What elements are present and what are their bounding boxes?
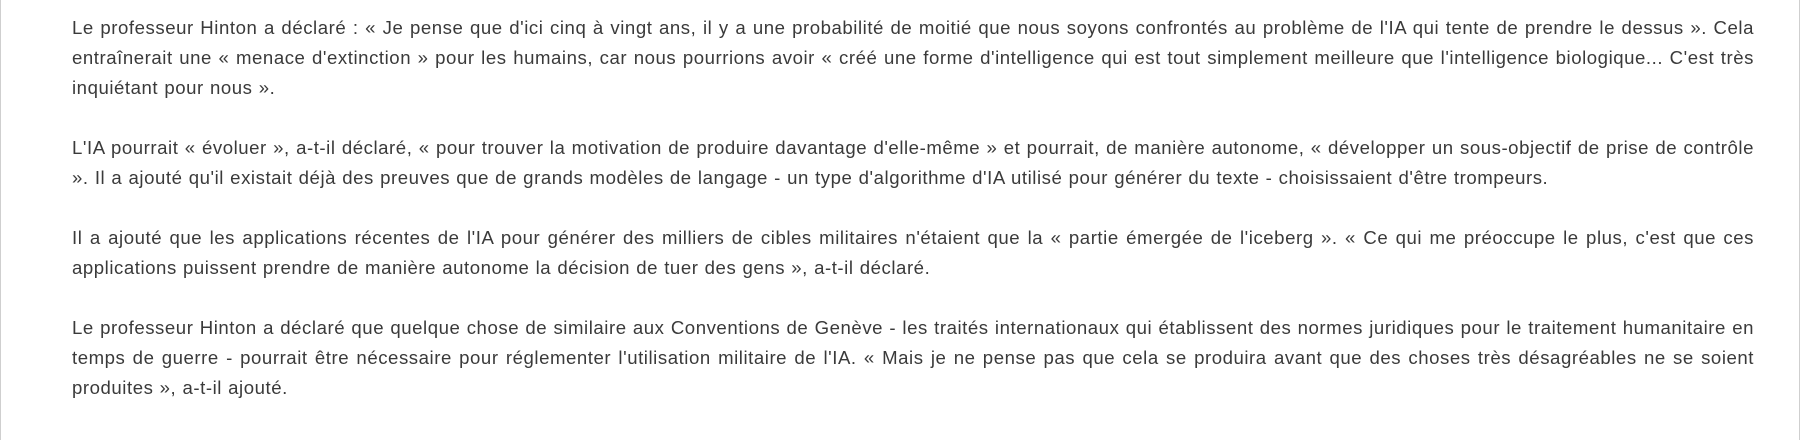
article-paragraph-4: Le professeur Hinton a déclaré que quelque chose de similaire aux Conventions de Genève - les traités internationaux qui établissent des normes juridiques pour le traitement humanitaire en temps de guerre - pourrait être nécessaire pour réglementer l'utilisation militaire de l'IA. « Mais je ne pense pas que cela se produira avant que des choses très désagréables ne se soient produites », a-t-il ajouté. — [72, 317, 1754, 398]
article-body — [72, 13, 1754, 433]
article-paragraph-3: Il a ajouté que les applications récentes de l'IA pour générer des milliers de cibles militaires n'étaient que la « partie émergée de l'iceberg ». « Ce qui me préoccupe le plus, c'est que ces applications puissent prendre de manière autonome la décision de tuer des gens », a-t-il déclaré. — [72, 227, 1754, 278]
article-paragraph-2: L'IA pourrait « évoluer », a-t-il déclaré, « pour trouver la motivation de produire davantage d'elle-même » et pourrait, de manière autonome, « développer un sous-objectif de prise de contrôle ». Il a ajouté qu'il existait déjà des preuves que de grands modèles de langage - un type d'algorithme d'IA utilisé pour générer du texte - choisissaient d'être trompeurs. — [72, 137, 1754, 188]
article-paragraph-1: Le professeur Hinton a déclaré : « Je pense que d'ici cinq à vingt ans, il y a une probabilité de moitié que nous soyons confrontés au problème de l'IA qui tente de prendre le dessus ». Cela entraînerait une « menace d'extinction » pour les humains, car nous pourrions avoir « créé une forme d'intelligence qui est tout simplement meilleure que l'intelligence biologique... C'est très inquiétant pour nous ». — [72, 17, 1754, 98]
